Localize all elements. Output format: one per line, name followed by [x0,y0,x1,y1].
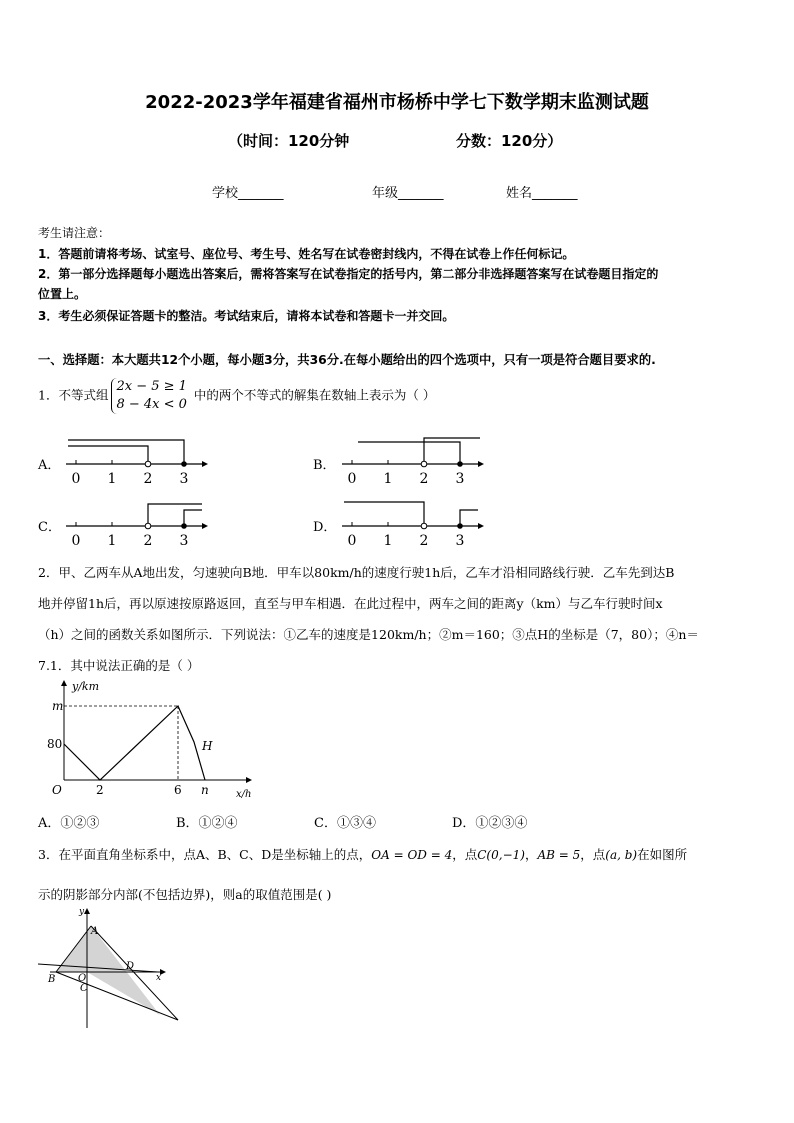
distance-time-graph [40,676,260,804]
tick-label: 1 [383,533,393,549]
q1-suffix: 中的两个不等式的解集在数轴上表示为（ ） [193,387,436,403]
option-b-label: B． [313,458,336,473]
q3-text: 在如图所 [637,847,688,862]
question-1 [38,378,435,414]
number-line-b [338,432,488,492]
note-item: 位置上。 [38,287,87,301]
number-line-c [62,494,212,554]
q2-line: （h）之间的函数关系如图所示．下列说法：①乙车的速度是120km/h；②m＝160；③点H的坐标是（7，80）；④n＝ [38,627,699,642]
tick-label: 1 [107,533,117,549]
fig-b-label: B [48,974,56,985]
option-a-label: A． [38,458,61,473]
tick-label: 0 [71,471,81,487]
tick-label: 3 [455,471,465,487]
graph-m-label: m [52,699,64,713]
fig-a-label: A [91,926,99,937]
school-field: 学校_______ [212,186,284,201]
q2-option-d: D．①②③④ [452,816,528,831]
number-line-d [338,494,488,554]
graph-ylabel: y/km [72,680,100,693]
q3-line-2: 示的阴影部分内部(不包括边界)，则a的取值范围是( ) [38,887,332,902]
tick-label: 0 [347,533,357,549]
name-field: 姓名_______ [506,186,578,201]
q3-eq-point: (a, b) [605,848,638,862]
graph-80-label: 80 [47,737,63,751]
q2-line: 地并停留1h后，再以原速按原路返回，直至与甲车相遇．在此过程中，两车之间的距离y（km）与乙车行驶时间x [38,596,663,611]
tick-label: 3 [179,533,189,549]
note-item: 3．考生必须保证答题卡的整洁。考试结束后，请将本试卷和答题卡一并交回。 [38,309,455,323]
fig-o-label: O [78,973,87,984]
tick-label: 2 [419,533,429,549]
graph-xlabel: x/h [236,789,252,800]
q2-option-b: B．①②④ [176,816,238,831]
inequality-1: 2x − 5 ≥ 1 [116,379,187,394]
note-item: 2．第一部分选择题每小题选出答案后，需将答案写在试卷指定的括号内，第二部分非选择题答案写在试卷题目指定的 [38,267,659,281]
q3-eq-c: C(0,−1) [477,848,525,862]
q2-line: 2．甲、乙两车从A地出发，匀速驶向B地．甲车以80km/h的速度行驶1h后，乙车才沿相同路线行驶．乙车先到达B [38,565,675,580]
tick-label: 2 [143,533,153,549]
tick-label: 2 [419,471,429,487]
q3-text: ，点 [580,847,606,862]
fig-x-label: x [156,973,162,983]
tick-label: 3 [455,533,465,549]
q3-line-1 [38,845,687,863]
exam-time: （时间：120分钟 [228,132,350,150]
coordinate-figure [34,902,194,1032]
fig-c-label: C [80,983,88,994]
tick-label: 0 [71,533,81,549]
graph-origin-label: O [52,783,62,797]
inequality-2: 8 − 4x < 0 [116,397,187,412]
q2-option-c: C．①③④ [314,816,376,831]
tick-label: 1 [107,471,117,487]
tick-label: 1 [383,471,393,487]
q1-prefix: 1．不等式组 [38,387,109,403]
tick-label: 0 [347,471,357,487]
option-d-label: D． [313,520,337,535]
fig-d-label: D [126,961,135,972]
q3-text: ，点 [452,847,478,862]
option-c-label: C． [38,520,61,535]
q3-text: ， [524,847,538,862]
tick-label: 3 [179,471,189,487]
q2-option-a: A．①②③ [38,816,100,831]
fig-y-label: y [79,907,85,917]
section-heading: 一、选择题：本大题共12个小题，每小题3分，共36分.在每小题给出的四个选项中，只有一项是符合题目要求的. [38,353,656,367]
q3-eq-ab: AB = 5 [537,848,581,862]
graph-x6-label: 6 [174,783,182,797]
note-item: 1．答题前请将考场、试室号、座位号、考生号、姓名写在试卷密封线内，不得在试卷上作任何标记。 [38,247,575,261]
graph-x2-label: 2 [96,783,104,797]
grade-field: 年级_______ [372,186,444,201]
page-title: 2022-2023学年福建省福州市杨桥中学七下数学期末监测试题 [145,92,649,113]
exam-score: 分数：120分） [456,132,563,150]
q3-eq-oa-od: OA = OD = 4 [371,848,453,862]
q3-text: 3．在平面直角坐标系中，点A、B、C、D是坐标轴上的点， [38,847,372,862]
q2-line: 7.1．其中说法正确的是（ ） [38,658,200,673]
notes-heading: 考生请注意： [38,226,111,240]
tick-label: 2 [143,471,153,487]
graph-n-label: n [201,783,209,797]
graph-h-label: H [202,739,213,753]
inequality-system [111,378,190,414]
